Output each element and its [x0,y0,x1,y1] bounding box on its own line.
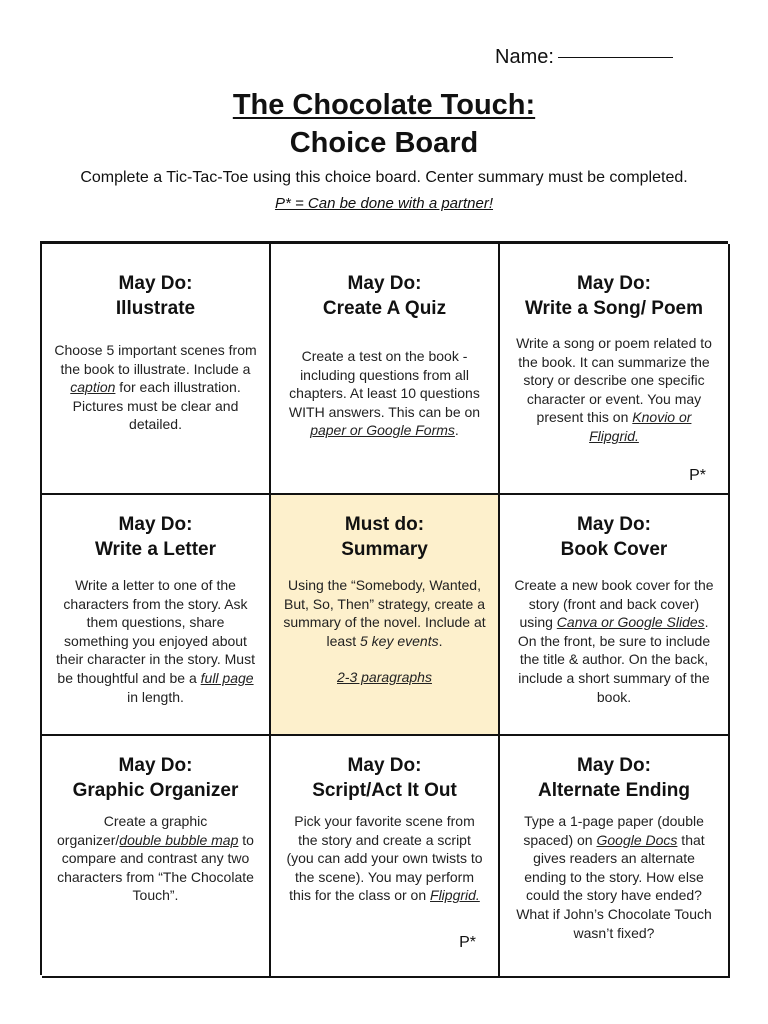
body-text: . On the front, be sure to include the title & author. On the back, include a short summary of the book. [517,614,711,705]
underlined-link-text: Knovio or Flipgrid. [589,409,692,444]
partner-marker: P* [459,934,476,951]
cell-kind: May Do: [347,273,422,294]
cell-title: Write a Song/ Poem [524,298,704,319]
cell-body [512,334,716,446]
cell-title: Book Cover [560,539,668,560]
body-text: Pick your favorite scene from the story and create a script (you can add your own twists to the scene). You may perform this for the class or on [286,813,483,904]
cell-write-a-song-poem [500,244,730,495]
cell-kind: May Do: [118,514,193,535]
cell-heading [283,271,486,321]
underlined-link-text: double bubble map [119,831,239,848]
body-text: Create a new book cover for the story (front and back cover) using [514,577,714,631]
cell-alternate-ending [500,736,730,978]
name-blank-line[interactable] [558,57,673,58]
cell-kind: May Do: [347,755,422,776]
body-text: Write a song or poem related to the book. It can summarize the story or describe one specific character or event. You may present this on [516,335,712,426]
body-text: for each illustration. Pictures must be clear and detailed. [72,379,241,433]
cell-title: Illustrate [115,298,196,319]
body-text: Write a letter to one of the characters from the story. Ask them questions, share something you enjoyed about their character in the story. Must be thoughtful and be a [56,577,255,686]
cell-heading [54,512,257,562]
body-text: Create a graphic organizer/ [57,813,208,848]
cell-body [283,812,486,905]
cell-book-cover [500,495,730,736]
instructions: Complete a Tic-Tac-Toe using this choice board. Center summary must be completed. [80,169,688,186]
cell-heading [512,271,716,321]
cell-body [512,812,716,942]
cell-kind: May Do: [577,514,651,535]
body-text: Create a test on the book - including questions from all chapters. At least 10 questions WITH answers. This can be on [288,348,481,420]
cell-body [283,347,486,440]
body-text: in length. [127,688,184,705]
name-label: Name: [495,46,554,68]
body-text: . [454,422,459,439]
cell-kind: May Do: [118,755,193,776]
cell-kind: May Do: [118,273,193,294]
paragraph-requirement: 2-3 paragraphs [337,669,432,686]
underlined-link-text: Google Docs [596,831,678,848]
body-text: . [438,632,443,649]
underlined-link-text: Canva or Google Slides [556,614,705,631]
partner-note: P* = Can be done with a partner! [274,195,494,212]
cell-body [54,576,257,706]
cell-kind: May Do: [577,273,651,294]
cell-script-act-it-out [271,736,500,978]
cell-body-text [283,577,485,649]
underlined-link-text: caption [70,379,116,396]
cell-heading [54,271,257,321]
body-text: that gives readers an alternate ending to the story. How else could the story have ended? What if John’s Chocolate Touch wasn’t fixed? [516,831,712,941]
cell-title: Write a Letter [94,539,217,560]
name-field[interactable] [495,46,673,69]
cell-body [54,341,257,434]
choice-board [40,241,728,975]
cell-title: Script/Act It Out [312,780,457,801]
cell-title: Alternate Ending [537,780,690,801]
cell-title: Graphic Organizer [72,780,239,801]
emphasis-text: 5 key events [359,632,439,649]
cell-body [54,812,257,905]
cell-create-a-quiz [271,244,500,495]
body-text: Using the “Somebody, Wanted, But, So, Then” strategy, create a summary of the novel. Include at least [283,577,486,649]
body-text: Type a 1-page paper (double spaced) on [523,813,704,848]
cell-heading [512,512,716,562]
title-line-2: Choice Board [289,127,479,159]
underlined-link-text: Flipgrid. [430,887,480,904]
cell-heading [512,753,716,803]
cell-illustrate [42,244,271,495]
cell-graphic-organizer [42,736,271,978]
partner-marker: P* [689,467,706,484]
cell-title: Summary [341,539,428,560]
body-text: Choose 5 important scenes from the book to illustrate. Include a [54,342,257,377]
cell-heading [283,753,486,803]
title-line-1: The Chocolate Touch: [232,89,536,121]
cell-body [512,576,716,706]
body-text: to compare and contrast any two characters from “The Chocolate Touch”. [57,831,254,904]
cell-write-a-letter [42,495,271,736]
underlined-link-text: paper or Google Forms [310,422,455,439]
cell-heading [54,753,257,803]
cell-heading [283,512,486,562]
cell-kind: Must do: [344,514,425,535]
cell-kind: May Do: [577,755,651,776]
cell-body [283,576,486,687]
cell-title: Create A Quiz [322,298,447,319]
page-title [0,86,768,162]
underlined-link-text: full page [200,669,254,686]
cell-summary [271,495,500,736]
